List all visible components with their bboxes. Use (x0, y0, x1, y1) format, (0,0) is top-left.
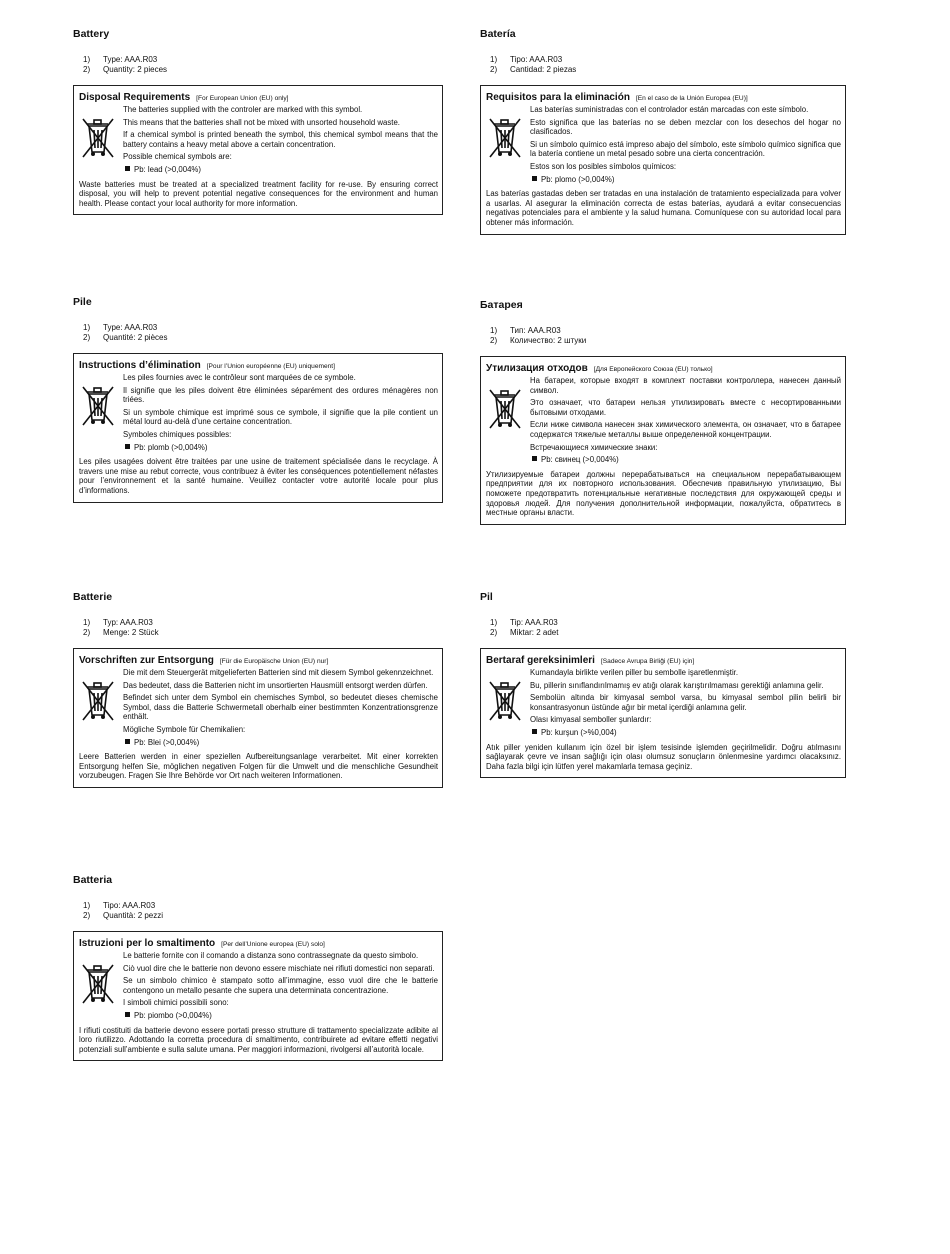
list-item: 1) Typ: AAA.R03 (83, 618, 153, 627)
list-item: 2) Quantità: 2 pezzi (83, 911, 164, 920)
disposal-box (480, 648, 846, 778)
info-line: Mögliche Symbole für Chemikalien: (123, 724, 246, 734)
info-line: Il signifie que les piles doivent être éliminées séparément des ordures ménagères non triées. (123, 385, 438, 405)
info-line: Das bedeutet, dass die Batterien nicht im unsortierten Hausmüll entsorgt werden dürfen. (123, 680, 428, 690)
section-title: Batteria (73, 874, 113, 886)
spec-list (490, 326, 846, 346)
chemical-symbol: Pb: lead (>0,004%) (125, 165, 438, 175)
list-item: 1) Тип: AAA.R03 (490, 326, 561, 335)
spec-list (490, 55, 846, 75)
section-title: Батарея (480, 299, 523, 311)
box-title: Утилизация отходов [Для Европейского Союза (EU) только] (486, 363, 713, 374)
info-line: This means that the batteries shall not be mixed with unsorted household waste. (123, 117, 400, 127)
section-title: Battery (73, 28, 110, 40)
list-item: 2) Cantidad: 2 piezas (490, 65, 577, 74)
square-bullet-icon (532, 176, 537, 181)
box-title: Vorschriften zur Entsorgung [Für die Europäische Union (EU) nur] (79, 655, 329, 666)
info-line: Si un símbolo químico está impreso abajo del símbolo, este símbolo químico significa que la batería contiene un metal pesado sobre una cierta concentración. (530, 139, 841, 159)
info-line: Estos son los posibles símbolos químicos: (530, 161, 677, 171)
footer-text: Leere Batterien werden in einer speziellen Aufbereitungsanlage verarbeitet. Mit einer korrekten Entsorgung helfen Sie, möglichen negativen Folgen für die Umwelt und die menschliche Gesundheit vorzubeugen. Fragen Sie Ihre Behörde vor Ort nach weiteren Informationen. (79, 752, 438, 781)
info-line: Если ниже символа нанесен знак химического элемента, он означает, что в батарее содержатся тяжелые металлы выше определенной концентрации. (530, 420, 841, 439)
list-item: 2) Количество: 2 штуки (490, 336, 587, 345)
section-title: Pil (480, 591, 493, 603)
disposal-box (73, 931, 443, 1061)
crossed-out-bin-icon (79, 105, 123, 164)
list-item: 2) Miktar: 2 adet (490, 628, 559, 637)
info-line: Ciò vuol dire che le batterie non devono essere mischiate nei rifiuti domestici non separati. (123, 963, 435, 973)
info-line: Bu, pillerin sınıflandırılmamış ev atığı olarak karıştırılmaması gerektiği anlamına gelir. (530, 680, 824, 690)
footer-text: Утилизируемые батареи должны перерабатываться на специальном перерабатывающем предприятии для их повторного использования. Обеспечив правильную утилизацию, Вы поможете предотвратить потенциальные негативные последствия для окружающей среды и здоровья людей. Для получения дополнительной информации, пожалуйста, обратитесь в местные органы власти. (486, 469, 841, 518)
info-line: Это означает, что батареи нельзя утилизировать вместе с несортированными бытовыми отходами. (530, 398, 841, 417)
info-line: Esto significa que las baterías no se deben mezclar con los desechos del hogar no clasificados. (530, 117, 841, 137)
chemical-symbol: Pb: plomb (>0,004%) (125, 443, 438, 453)
section-battery-fr (73, 296, 443, 503)
box-note: [For European Union (EU) only] (196, 95, 289, 102)
spec-list (490, 618, 846, 638)
section-battery-en (73, 28, 443, 215)
list-item: 2) Quantité: 2 pièces (83, 333, 168, 342)
crossed-out-bin-icon (486, 105, 530, 164)
info-line: Las baterías suministradas con el controlador están marcadas con este símbolo. (530, 105, 809, 114)
spec-list (83, 618, 443, 638)
footer-text: Las baterías gastadas deben ser tratadas en una instalación de tratamiento especializada para volver a usarlas. Al asegurar la eliminación correcta de estas baterías, ayudará a evitar consecuencias negativas potenciales para el ambiente y la salud humana. Comuníquese con su autoridad local para obtener más información. (486, 189, 841, 227)
list-item: 1) Type: AAA.R03 (83, 55, 158, 64)
box-note: [En el caso de la Unión Europea (EU)] (635, 95, 748, 102)
section-title: Batterie (73, 591, 113, 603)
list-item: 2) Menge: 2 Stück (83, 628, 159, 637)
info-line: The batteries supplied with the controler are marked with this symbol. (123, 105, 363, 114)
crossed-out-bin-icon (79, 951, 123, 1010)
list-item: 2) Quantity: 2 pieces (83, 65, 168, 74)
disposal-box (480, 85, 846, 235)
spec-list (83, 323, 443, 343)
info-line: Die mit dem Steuergerät mitgelieferten Batterien sind mit diesem Symbol gekennzeichnet. (123, 668, 434, 677)
footer-text: I rifiuti costituiti da batterie devono essere portati presso strutture di trattamento specializzate adibite al loro riutilizzo. Adottando la corretta procedura di smaltimento, contribuirete ad evitare effetti negativi potenziali sull’ambiente e sulla salute umana. Per maggiori informazioni, rivolgersi all’autorità locale. (79, 1025, 438, 1054)
section-battery-de (73, 591, 443, 788)
section-title: Batería (480, 28, 516, 40)
list-item: 1) Tip: AAA.R03 (490, 618, 558, 627)
square-bullet-icon (125, 444, 130, 449)
disposal-box (73, 353, 443, 503)
info-line: Sembolün altında bir kimyasal sembol varsa, bu kimyasal sembol pilin belirli bir konsantrasyonun üstünde ağır bir metal içerdiği anlamına gelir. (530, 693, 841, 712)
section-battery-it (73, 874, 443, 1061)
chemical-symbol: Pb: kurşun (>%0,004) (532, 728, 841, 738)
box-title: Disposal Requirements [For European Union (EU) only] (79, 92, 289, 103)
box-title: Bertaraf gereksinimleri [Sadece Avrupa Birliği (EU) için] (486, 655, 695, 666)
info-line: Встречающиеся химические знаки: (530, 442, 658, 452)
footer-text: Waste batteries must be treated at a specialized treatment facility for re-use. By ensuring correct disposal, you will help to prevent potential negative consequences for the environment and human health. Please contact your local authority for more information. (79, 179, 438, 208)
crossed-out-bin-icon (79, 373, 123, 432)
footer-text: Atık piller yeniden kullanım için özel bir işlem tesisinde işlemden geçirilmelidir. Doğru atılmasını sağlayarak çevre ve insan sağlığı için olası olumsuz sonuçların önlenmesine yardımcı olacaksınız. Daha fazla bilgi için lütfen yerel makamlarla temasa geçiniz. (486, 742, 841, 771)
list-item: 1) Tipo: AAA.R03 (490, 55, 563, 64)
info-line: Kumandayla birlikte verilen piller bu sembolle işaretlenmiştir. (530, 668, 739, 677)
info-line: Befindet sich unter dem Symbol ein chemisches Symbol, so bedeutet dieses chemische Symbol, dass die Batterie Schwermetall oberhalb einer bestimmten Konzentrationsgrenze enthält. (123, 693, 438, 722)
info-line: Olası kimyasal semboller şunlardır: (530, 715, 652, 725)
list-item: 1) Tipo: AAA.R03 (83, 901, 156, 910)
chemical-symbol: Pb: Blei (>0,004%) (125, 738, 438, 748)
box-note: [Pour l’Union européenne (EU) uniquement] (206, 363, 335, 370)
disposal-box (480, 356, 846, 525)
info-line: Possible chemical symbols are: (123, 152, 232, 162)
chemical-symbol: Pb: свинец (>0,004%) (532, 455, 841, 465)
info-line: I simboli chimici possibili sono: (123, 998, 229, 1008)
box-title: Istruzioni per lo smaltimento [Per dell’Unione europea (EU) solo] (79, 938, 325, 949)
disposal-box (73, 648, 443, 788)
chemical-symbol: Pb: plomo (>0,004%) (532, 175, 841, 185)
crossed-out-bin-icon (79, 668, 123, 727)
info-line: Symboles chimiques possibles: (123, 429, 232, 439)
square-bullet-icon (125, 1012, 130, 1017)
footer-text: Les piles usagées doivent être traitées par une usine de traitement spécialisée dans le recyclage. À travers une mise au rebut correcte, vous contribuez à éviter les conséquences potentiellement néfastes pour l’environnement et la santé humaine. Veuillez contacter votre autorité locale pour plus d’informations. (79, 457, 438, 495)
crossed-out-bin-icon (486, 376, 530, 435)
square-bullet-icon (532, 456, 537, 461)
section-battery-tr (480, 591, 846, 778)
box-note: [Per dell’Unione europea (EU) solo] (221, 941, 325, 948)
spec-list (83, 901, 443, 921)
info-line: Si un symbole chimique est imprimé sous ce symbole, il signifie que la pile contient un métal lourd au-delà d’une certaine concentration. (123, 407, 438, 427)
info-line: Se un simbolo chimico è stampato sotto all’immagine, esso vuol dire che le batterie contengono un metallo pesante che supera una determinata concentrazione. (123, 976, 438, 995)
disposal-box (73, 85, 443, 215)
info-line: Le batterie fornite con il comando a distanza sono contrassegnate da questo simbolo. (123, 951, 419, 960)
square-bullet-icon (125, 166, 130, 171)
square-bullet-icon (532, 729, 537, 734)
section-battery-es (480, 28, 846, 235)
info-line: Les piles fournies avec le contrôleur sont marquées de ce symbole. (123, 373, 356, 382)
square-bullet-icon (125, 739, 130, 744)
crossed-out-bin-icon (486, 668, 530, 727)
chemical-symbol: Pb: piombo (>0,004%) (125, 1011, 438, 1021)
box-title: Instructions d’élimination [Pour l’Union européenne (EU) uniquement] (79, 360, 335, 371)
info-line: На батареи, которые входят в комплект поставки контроллера, нанесен данный символ. (530, 376, 841, 395)
section-battery-ru (480, 299, 846, 525)
section-title: Pile (73, 296, 92, 308)
box-note: [Sadece Avrupa Birliği (EU) için] (600, 658, 695, 665)
list-item: 1) Type: AAA.R03 (83, 323, 158, 332)
box-title: Requisitos para la eliminación [En el caso de la Unión Europea (EU)] (486, 92, 748, 103)
box-note: [Für die Europäische Union (EU) nur] (219, 658, 329, 665)
spec-list (83, 55, 443, 75)
info-line: If a chemical symbol is printed beneath the symbol, this chemical symbol means that the battery contains a heavy metal above a certain concentration. (123, 130, 438, 149)
box-note: [Для Европейского Союза (EU) только] (593, 366, 713, 373)
